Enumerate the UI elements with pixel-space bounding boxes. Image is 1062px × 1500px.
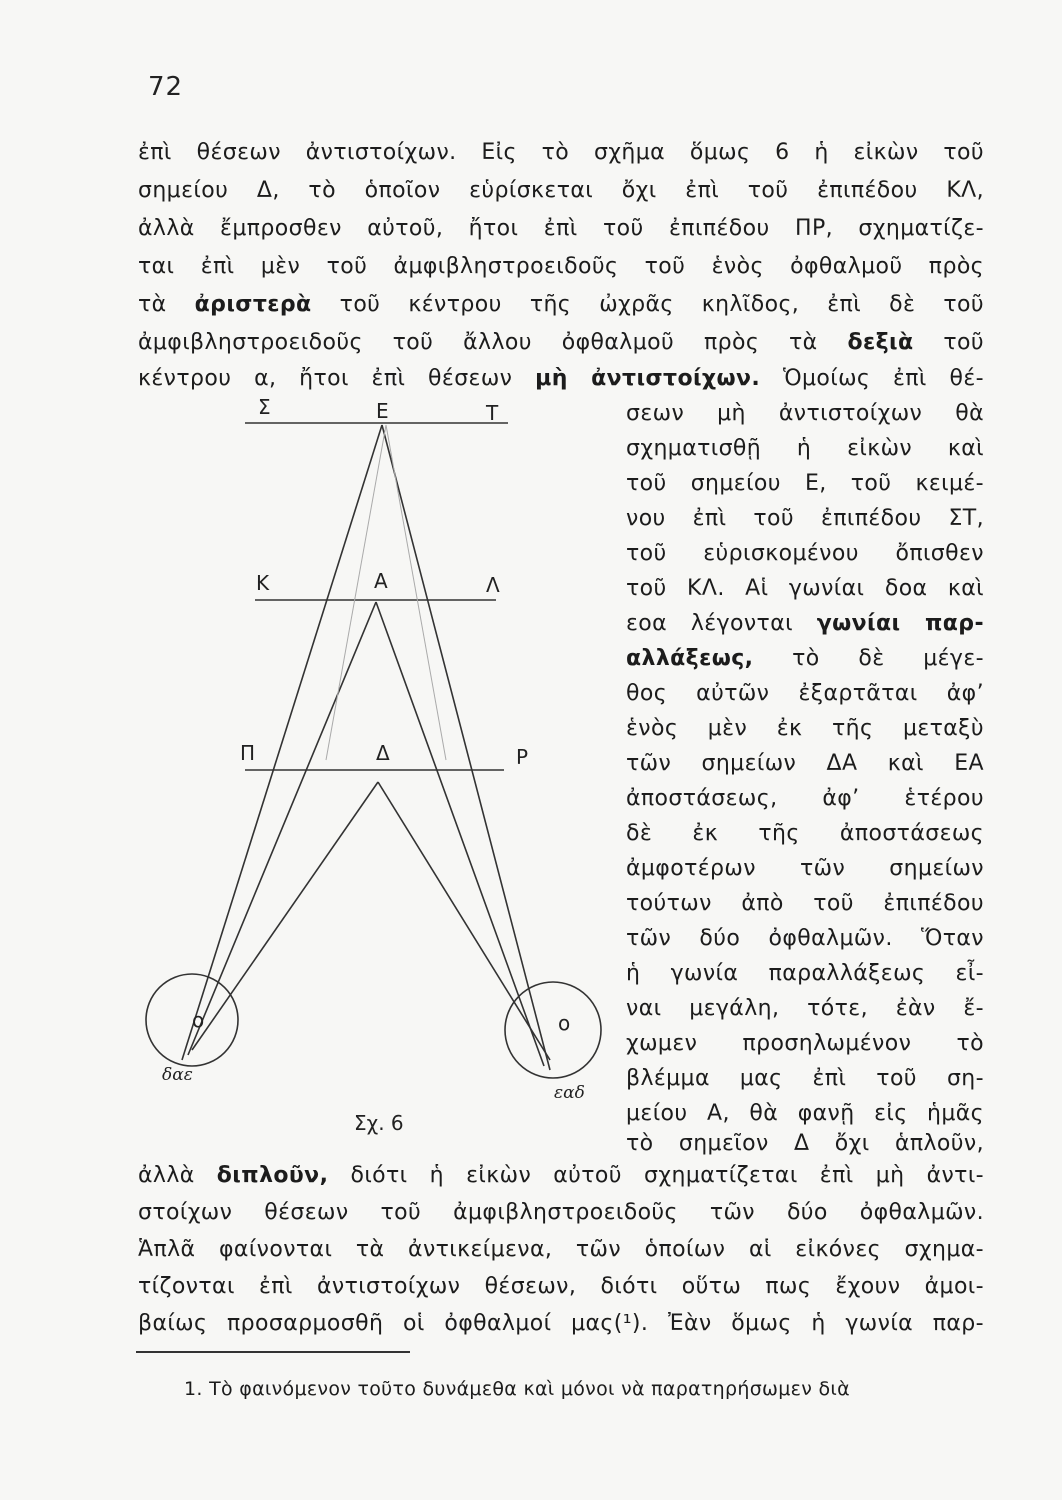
text-line-11: τίζονται ἐπὶ ἀντιστοίχων θέσεων, διότι οὕτω πως ἔχουν ἀμοι- [138, 1274, 984, 1299]
text-span: διότι ἡ εἰκὼν αὐτοῦ σχηματίζεται ἐπὶ μὴ ἀντι- [350, 1163, 984, 1188]
narrow-line-5: τοῦ εὑρισκομένου ὄπισθεν [626, 541, 984, 566]
narrow-line-19: χωμεν προσηλωμένον τὸ [626, 1031, 984, 1056]
label-alpha: Α [374, 569, 388, 593]
footnote: 1. Τὸ φαινόμενον τοῦτο δυνάμεθα καὶ μόνοι νὰ παρατηρήσωμεν διὰ [184, 1378, 850, 1400]
parallax-figure [130, 390, 585, 1150]
page-number: 72 [148, 72, 184, 102]
label-right-eye-marks: εαδ [554, 1083, 585, 1103]
footnote-divider [136, 1351, 410, 1353]
text-line-10: Ἁπλᾶ φαίνονται τὰ ἀντικείμενα, τῶν ὁποίων αἱ εἰκόνες σχημα- [138, 1237, 984, 1262]
text-line-4: ται ἐπὶ μὲν τοῦ ἀμφιβληστροειδοῦς τοῦ ἑνὸς ὀφθαλμοῦ πρὸς [138, 254, 984, 279]
bold-term-diploun: διπλοῦν, [216, 1163, 329, 1188]
narrow-line-6: τοῦ ΚΛ. Αἱ γωνίαι δοα καὶ [626, 576, 984, 601]
text-line-6 [138, 330, 984, 355]
text-line-8 [138, 1163, 984, 1188]
bold-term-gonia-parallaxeos-1: γωνίαι παρ- [816, 611, 984, 636]
text-line-2: σημείου Δ, τὸ ὁποῖον εὑρίσκεται ὄχι ἐπὶ τοῦ ἐπιπέδου ΚΛ, [138, 178, 984, 203]
label-lambda: Λ [486, 573, 500, 597]
bold-term-mi-antistoichon: μὴ ἀντιστοίχων. [535, 366, 761, 391]
text-span: τοῦ κέντρου τῆς ὠχρᾶς κηλῖδος, ἐπὶ δὲ τοῦ [339, 292, 984, 317]
narrow-line-16: τῶν δύο ὀφθαλμῶν. Ὅταν [626, 926, 984, 951]
narrow-line-4: νου ἐπὶ τοῦ ἐπιπέδου ΣΤ, [626, 506, 984, 531]
label-epsilon: Ε [376, 399, 389, 423]
text-span: κέντρου α, ἤτοι ἐπὶ θέσεων [138, 366, 513, 391]
label-sigma: Σ [258, 395, 271, 419]
ray-a-right [376, 602, 544, 1066]
figure-caption: Σχ. 6 [354, 1111, 404, 1135]
ray-a-left [188, 602, 376, 1055]
narrow-line-8 [626, 646, 984, 671]
bold-term-dexia: δεξιὰ [847, 330, 914, 355]
narrow-line-21: μείου Α, θὰ φανῇ εἰς ἡμᾶς [626, 1101, 984, 1126]
bold-term-aristera: ἀριστερὰ [194, 292, 312, 317]
label-tau: Τ [486, 401, 499, 425]
narrow-line-3: τοῦ σημείου Ε, τοῦ κειμέ- [626, 471, 984, 496]
text-span: Ὁμοίως ἐπὶ θέ- [782, 366, 984, 391]
text-line-3: ἀλλὰ ἔμπροσθεν αὐτοῦ, ἤτοι ἐπὶ τοῦ ἐπιπέδου ΠΡ, σχηματίζε- [138, 216, 984, 241]
narrow-line-17: ἡ γωνία παραλλάξεως εἶ- [626, 961, 984, 986]
label-left-eye-marks: δαε [162, 1065, 193, 1085]
label-rho: Ρ [516, 745, 529, 769]
label-left-eye-center: ο [192, 1008, 205, 1032]
narrow-line-7 [626, 611, 984, 636]
text-line-5 [138, 292, 984, 317]
label-pi: Π [240, 741, 256, 765]
text-span: τοῦ [943, 330, 984, 355]
text-line-12: βαίως προσαρμοσθῆ οἱ ὀφθαλμοί μας(¹). Ἐὰν ὅμως ἡ γωνία παρ- [138, 1311, 984, 1336]
text-line-9: στοίχων θέσεων τοῦ ἀμφιβληστροειδοῦς τῶν δύο ὀφθαλμῶν. [138, 1200, 984, 1225]
text-line-1: ἐπὶ θέσεων ἀντιστοίχων. Εἰς τὸ σχῆμα ὅμως 6 ἡ εἰκὼν τοῦ [138, 140, 984, 165]
label-kappa: Κ [256, 571, 270, 595]
narrow-line-18: ναι μεγάλη, τότε, ἐὰν ἔ- [626, 996, 984, 1021]
narrow-line-2: σχηματισθῇ ἡ εἰκὼν καὶ [626, 436, 984, 461]
construction-line [386, 425, 446, 760]
narrow-line-14: ἀμφοτέρων τῶν σημείων [626, 856, 984, 881]
label-delta: Δ [376, 741, 390, 765]
text-span: τὰ [138, 292, 167, 317]
narrow-line-11: τῶν σημείων ΔΑ καὶ ΕΑ [626, 751, 984, 776]
narrow-line-12: ἀποστάσεως, ἀφ’ ἑτέρου [626, 786, 984, 811]
bold-term-gonia-parallaxeos-2: αλλάξεως, [626, 646, 754, 671]
text-span: ἀμφιβληστροειδοῦς τοῦ ἄλλου ὀφθαλμοῦ πρὸς τὰ [138, 330, 818, 355]
narrow-line-9: θος αὐτῶν ἐξαρτᾶται ἀφ’ [626, 681, 984, 706]
label-right-eye-center: ο [558, 1011, 571, 1035]
narrow-line-20: βλέμμα μας ἐπὶ τοῦ ση- [626, 1066, 984, 1091]
narrow-line-10: ἑνὸς μὲν ἐκ τῆς μεταξὺ [626, 716, 984, 741]
narrow-line-13: δὲ ἐκ τῆς ἀποστάσεως [626, 821, 984, 846]
ray-e-left [182, 425, 382, 1060]
narrow-line-15: τούτων ἀπὸ τοῦ ἐπιπέδου [626, 891, 984, 916]
text-span: ἀλλὰ [138, 1163, 195, 1188]
text-span: τὸ δὲ μέγε- [792, 646, 984, 671]
narrow-line-22: τὸ σημεῖον Δ ὄχι ἁπλοῦν, [626, 1131, 984, 1156]
text-span: εοα λέγονται [626, 611, 793, 636]
text-line-7 [138, 366, 984, 391]
ray-delta-right [378, 782, 550, 1060]
narrow-line-1: σεων μὴ ἀντιστοίχων θὰ [626, 401, 984, 426]
